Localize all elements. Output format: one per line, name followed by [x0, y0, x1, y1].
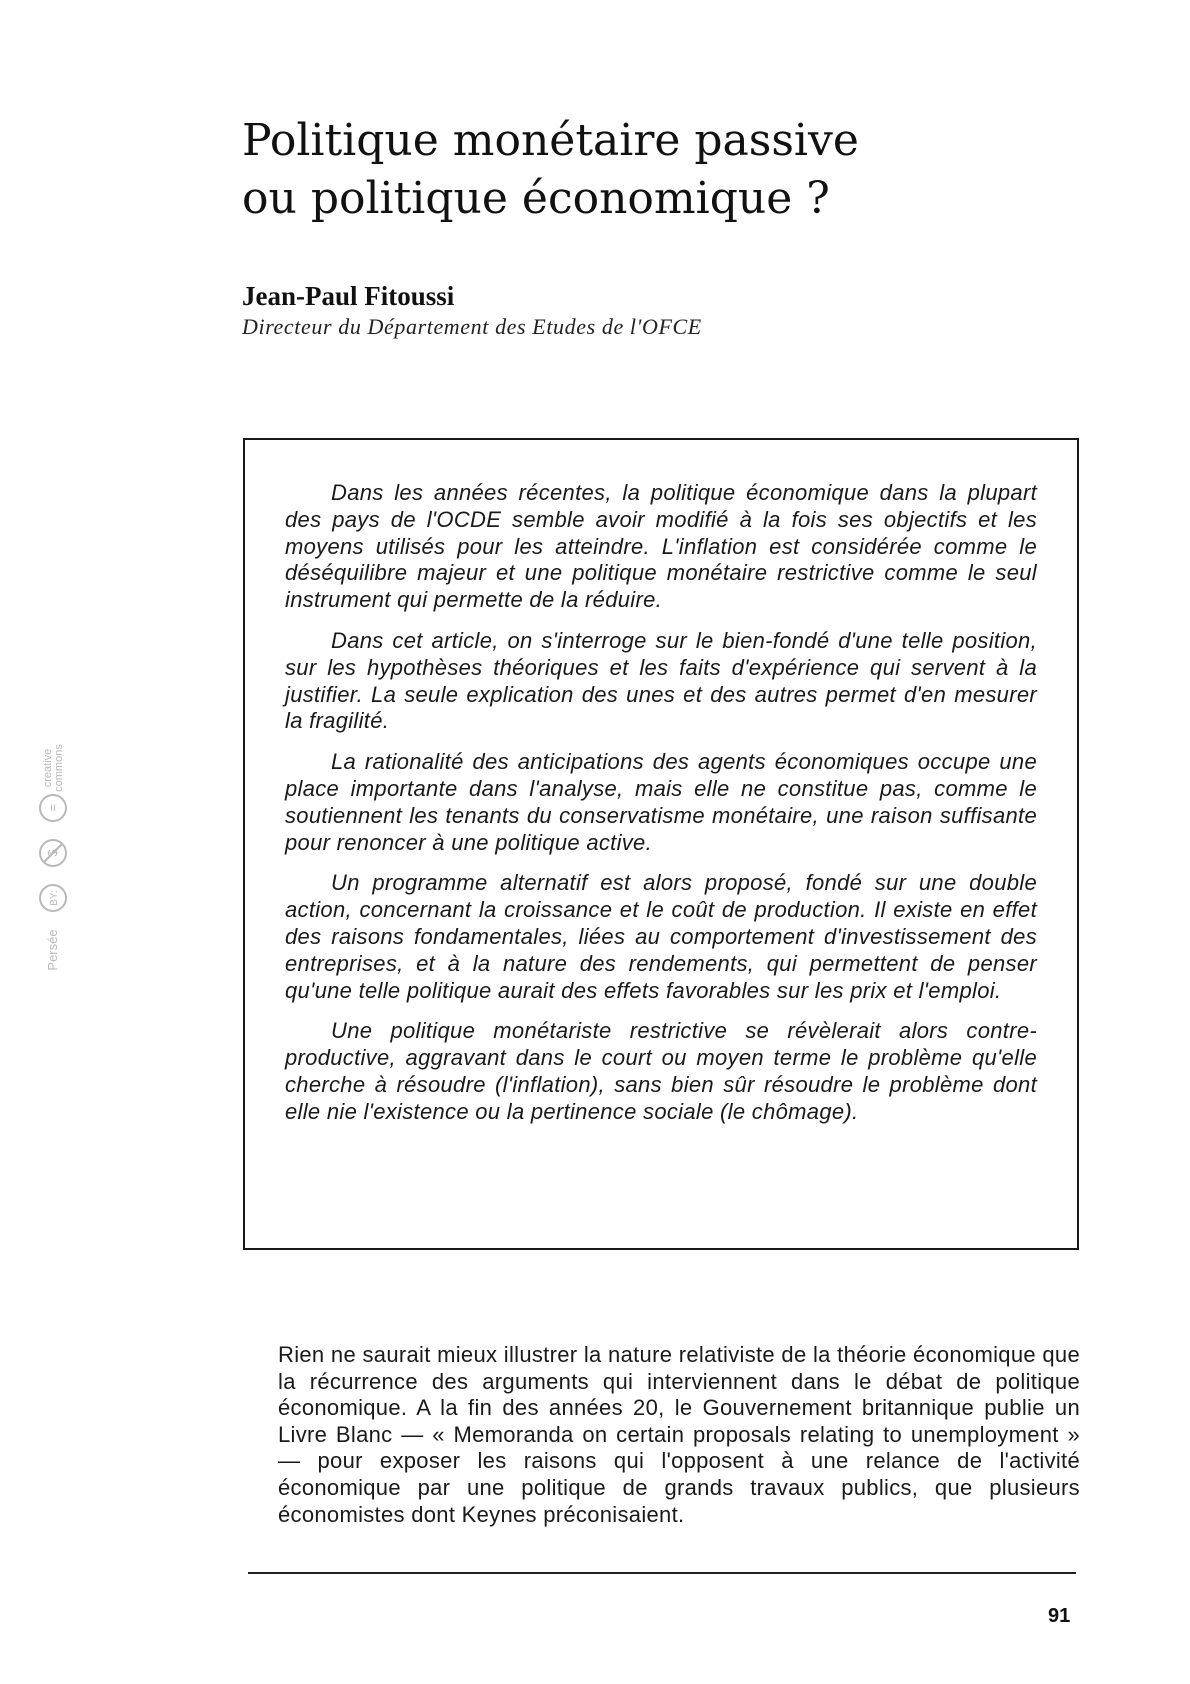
title-line-2: ou politique économique ?	[242, 173, 830, 224]
abstract-paragraph: Dans les années récentes, la politique économique dans la plupart des pays de l'OCDE semble avoir modifié à la fois ses objectifs et les moyens utilisés pour les atteindre. L'inflation est considérée comme le déséquilibre majeur et une politique monétaire restrictive comme le seul instrument qui permette de la réduire.	[285, 480, 1037, 613]
author-name: Jean-Paul Fitoussi	[242, 281, 455, 311]
creative-commons-badge	[38, 728, 68, 978]
article-title	[242, 112, 1062, 228]
by-symbol: BY:	[49, 890, 60, 906]
footnote-divider	[248, 1572, 1076, 1574]
abstract-box	[243, 438, 1079, 1250]
abstract-paragraph: Dans cet article, on s'interroge sur le bien-fondé d'une telle position, sur les hypothèses théoriques et les faits d'expérience qui servent à la justifier. La seule explication des unes et des autres permet d'en mesurer la fragilité.	[285, 627, 1037, 734]
cc-label-line1: creative	[42, 748, 54, 788]
body-paragraph: Rien ne saurait mieux illustrer la nature relativiste de la théorie économique que la récurrence des arguments qui interviennent dans le débat de politique économique. A la fin des années 20, le Gouvernement britannique publie un Livre Blanc — « Memoranda on certain proposals relating to unemployment » — pour exposer les raisons qui l'opposent à une relance de l'activité économique par une politique de grands travaux publics, que plusieurs économistes dont Keynes préconisaient.	[278, 1342, 1080, 1527]
nd-symbol: =	[45, 804, 60, 812]
abstract-paragraph: Une politique monétariste restrictive se révèlerait alors contre-productive, aggravant dans le court ou moyen terme le problème qu'elle cherche à résoudre (l'inflation), sans bien sûr résoudre le problème dont elle nie l'existence ou la pertinence sociale (le chômage).	[285, 1018, 1037, 1124]
abstract-paragraph: Un programme alternatif est alors proposé, fondé sur une double action, concernant la croissance et le coût de production. Il existe en effet des raisons fondamentales, liées au comportement d'investissement des entreprises, et à la nature des rendements, qui permettent de penser qu'une telle politique aurait des effets favorables sur les prix et l'emploi.	[285, 870, 1037, 1003]
nc-symbol: $	[45, 849, 60, 857]
author-affiliation: Directeur du Département des Etudes de l'OFCE	[242, 314, 702, 339]
title-line-1: Politique monétaire passive	[242, 115, 859, 166]
abstract-paragraph: La rationalité des anticipations des agents économiques occupe une place importante dans l'analyse, mais elle ne constitue pas, comme le soutiennent les tenants du conservatisme monétaire, une raison suffisante pour renoncer à une politique active.	[285, 749, 1037, 855]
cc-label-line2: commons	[53, 744, 65, 792]
publisher-label: Persée	[45, 929, 60, 971]
abstract-body	[285, 480, 1037, 1140]
page-number: 91	[1048, 1605, 1071, 1627]
